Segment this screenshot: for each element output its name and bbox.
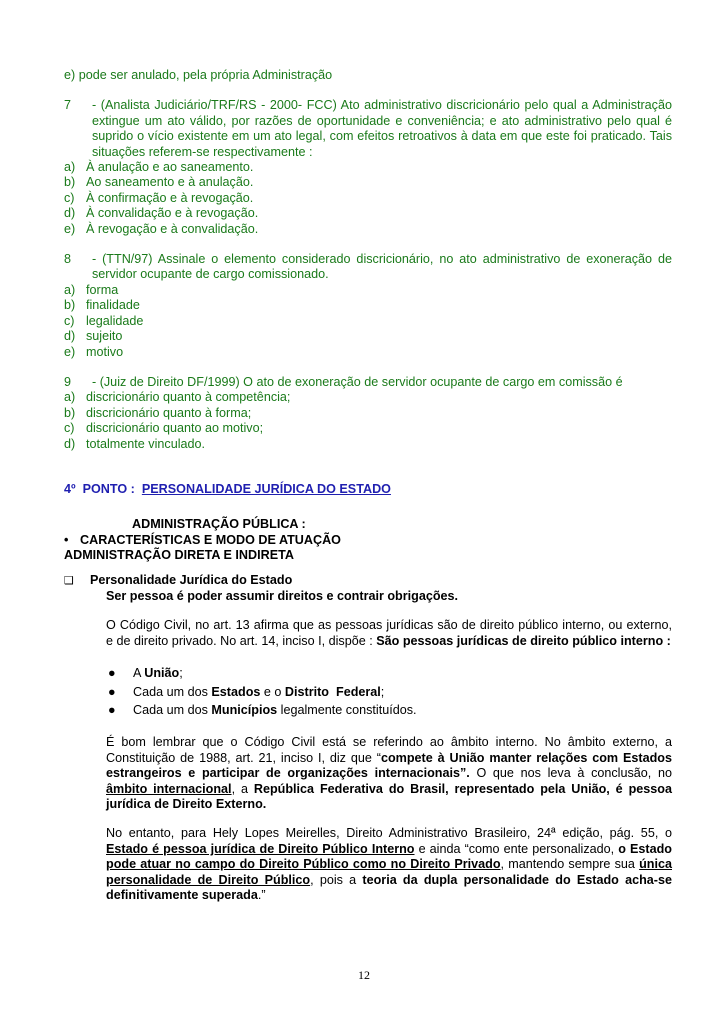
p1-bold: São pessoas jurídicas de direito público interno :: [376, 633, 671, 648]
option-letter: c): [64, 313, 75, 328]
list-item: [106, 685, 672, 700]
list-item: [106, 703, 672, 718]
option-text: forma: [86, 282, 119, 297]
option-text: Ao saneamento e à anulação.: [86, 175, 254, 190]
question-text: - (TTN/97) Assinale o elemento considerado discricionário, no ato administrativo de exoneração de servidor ocupante de cargo comissionado.: [92, 252, 672, 282]
p2-text: É bom lembrar que o Código Civil está se referindo ao âmbito interno. No âmbito externo, a Constituição de 1988, art. 21, inciso I, diz que “: [106, 735, 672, 765]
pessoas-juridicas-list: [64, 666, 672, 718]
p3-text: , pois a: [310, 872, 363, 887]
option-text: À anulação e ao saneamento.: [86, 160, 254, 175]
option-text: motivo: [86, 344, 124, 359]
item-text: ;: [380, 684, 385, 699]
p3-text: No entanto, para Hely Lopes Meirelles, Direito Administrativo Brasileiro, 24ª edição, pág. 55, o: [106, 826, 672, 841]
option-letter: e): [64, 344, 76, 359]
p3-bold: teoria da dupla personalidade do Estado acha-se definitivamente superada: [106, 872, 672, 903]
option-text: À convalidação e à revogação.: [86, 206, 259, 221]
personalidade-section: [64, 573, 672, 589]
question-7: [64, 98, 672, 237]
item-bold: Estados: [211, 684, 261, 699]
option-letter: b): [64, 175, 76, 190]
section-heading: [64, 482, 672, 497]
paragraph-hely-lopes: [64, 826, 672, 903]
item-text: A: [133, 666, 145, 681]
question-8: [64, 252, 672, 360]
option-text: discricionário quanto ao motivo;: [86, 421, 264, 436]
p1-text: O Código Civil, no art. 13 afirma que as pessoas jurídicas são de direito público interno, ou externo, e de direito privado. No art. 14, inciso I, dispõe :: [106, 618, 672, 648]
admin-direta-indireta: ADMINISTRAÇÃO DIRETA E INDIRETA: [64, 548, 294, 563]
p3-underline: única personalidade de Direito Público: [106, 857, 672, 887]
p3-text: , mantendo sempre sua: [500, 857, 640, 872]
item-text: ;: [179, 666, 183, 681]
bullet-icon: ●: [108, 703, 116, 717]
question-text: - (Analista Judiciário/TRF/RS - 2000- FCC) Ato administrativo discricionário pelo qual a Administração extingue um ato válido, por razões de oportunidade e conveniência; e ato administrativo pelo qual é suprido o vício existente em um ato legal, com efeitos retroativos à data em que este foi praticado. Tais situações referem-se respectivamente :: [92, 98, 672, 159]
option-text: À confirmação e à revogação.: [86, 190, 254, 205]
option-text: discricionário quanto à competência;: [86, 390, 291, 405]
question-number: 8: [64, 252, 72, 267]
option-letter: b): [64, 298, 76, 313]
q6-option-e: e) pode ser anulado, pela própria Administração: [64, 68, 333, 82]
option-letter: c): [64, 190, 75, 205]
option-letter: a): [64, 282, 76, 297]
option-text: legalidade: [86, 313, 144, 328]
question-9: [64, 375, 672, 452]
item-text: Cada um dos: [133, 703, 212, 717]
option-text: sujeito: [86, 329, 123, 344]
ponto-title: PERSONALIDADE JURÍDICA DO ESTADO: [141, 481, 391, 496]
option-letter: d): [64, 329, 76, 344]
item-bold: União: [144, 666, 180, 681]
p2-text: , a: [231, 781, 254, 796]
option-letter: e): [64, 221, 76, 236]
option-letter: c): [64, 421, 75, 436]
document-page: [64, 68, 672, 903]
option-letter: d): [64, 436, 76, 451]
item-text: Cada um dos: [133, 684, 212, 699]
p2-bold: República Federativa do Brasil, representado pela União, é pessoa jurídica de Direito Externo.: [106, 781, 672, 812]
item-text: legalmente constituídos.: [277, 703, 417, 717]
item-text: e o: [260, 684, 285, 699]
question-number: 7: [64, 98, 72, 113]
option-letter: a): [64, 390, 76, 405]
p3-text: .”: [257, 888, 266, 903]
option-text: finalidade: [86, 298, 140, 313]
option-text: totalmente vinculado.: [86, 436, 206, 451]
item-bold: Municípios: [211, 703, 278, 717]
checkbox-square-icon: ❑: [64, 574, 74, 587]
p2-bold: compete à União manter relações com Estados estrangeiros e participar de organizações internacionais”.: [106, 750, 672, 781]
page-number: 12: [358, 968, 370, 982]
p3-underline: Estado é pessoa jurídica de Direito Público Interno: [106, 841, 415, 856]
question-number: 9: [64, 374, 72, 389]
admin-characteristics: [64, 533, 672, 548]
section-title: Personalidade Jurídica do Estado: [90, 572, 293, 587]
ponto-prefix: 4º PONTO :: [64, 481, 142, 496]
list-item: [106, 666, 672, 681]
option-letter: a): [64, 160, 76, 175]
bullet-icon: ●: [108, 684, 116, 699]
p2-text: O que nos leva à conclusão, no: [469, 766, 672, 781]
p3-underline: pode atuar no campo do Direito Público como no Direito Privado: [106, 857, 501, 872]
item-bold: Distrito Federal: [284, 684, 381, 699]
p3-bold: o Estado: [618, 841, 672, 856]
p2-underline: âmbito internacional: [106, 781, 232, 796]
bullet-icon: •: [64, 532, 69, 547]
p3-text: e ainda “como ente personalizado,: [414, 841, 619, 856]
section-subtitle: Ser pessoa é poder assumir direitos e contrair obrigações.: [106, 588, 459, 603]
question-text: - (Juiz de Direito DF/1999) O ato de exoneração de servidor ocupante de cargo em comissão é: [92, 374, 623, 389]
admin-characteristics-text: CARACTERÍSTICAS E MODO DE ATUAÇÃO: [80, 532, 341, 547]
paragraph-ambito-externo: [64, 735, 672, 812]
bullet-icon: ●: [108, 666, 116, 681]
admin-publica-heading: ADMINISTRAÇÃO PÚBLICA :: [132, 517, 306, 532]
option-text: À revogação e à convalidação.: [86, 221, 259, 236]
paragraph-codigo-civil: [64, 618, 672, 649]
option-letter: b): [64, 405, 76, 420]
option-text: discricionário quanto à forma;: [86, 405, 252, 420]
option-letter: d): [64, 206, 76, 221]
